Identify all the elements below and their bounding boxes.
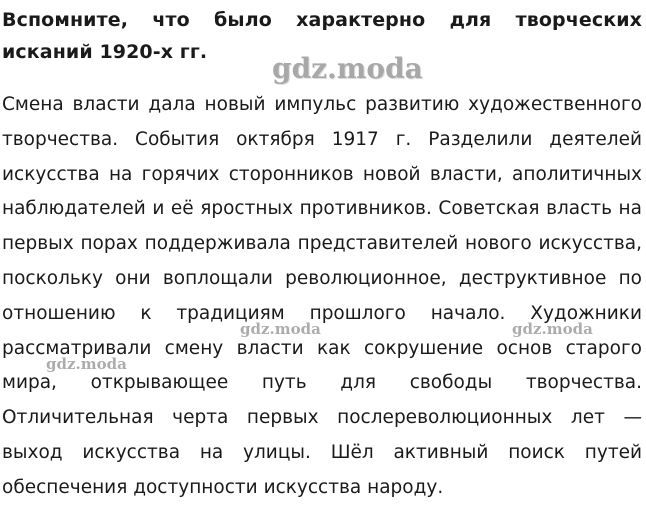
answer-text: Смена власти дала новый импульс развитию художественного творчества. События октября 1917 г. Разделили деятелей искусства на горячих сторонников новой власти, аполитичных наблюдателей и её яростных противников. Советская власть на первых порах поддерживала представителей нового искусства, поскольку они воплощали революционное, деструктивное по отношению к традициям прошлого начало. Художники рассматривали смену власти как сокрушение основ старого мира, открывающее путь для свободы творчества. Отличительная черта первых послереволюционных лет — выход искусства на улицы. Шёл активный поиск путей обеспечения доступности искусства народу. [2, 94, 642, 498]
watermark-small: gdz.moda [512, 320, 593, 338]
watermark-small: gdz.moda [46, 355, 127, 373]
watermark-logo: gdz.moda [272, 52, 423, 85]
question-heading: Вспомните, что было характерно для творческих исканий 1920-х гг. [2, 9, 642, 63]
watermark-small: gdz.moda [240, 320, 321, 338]
